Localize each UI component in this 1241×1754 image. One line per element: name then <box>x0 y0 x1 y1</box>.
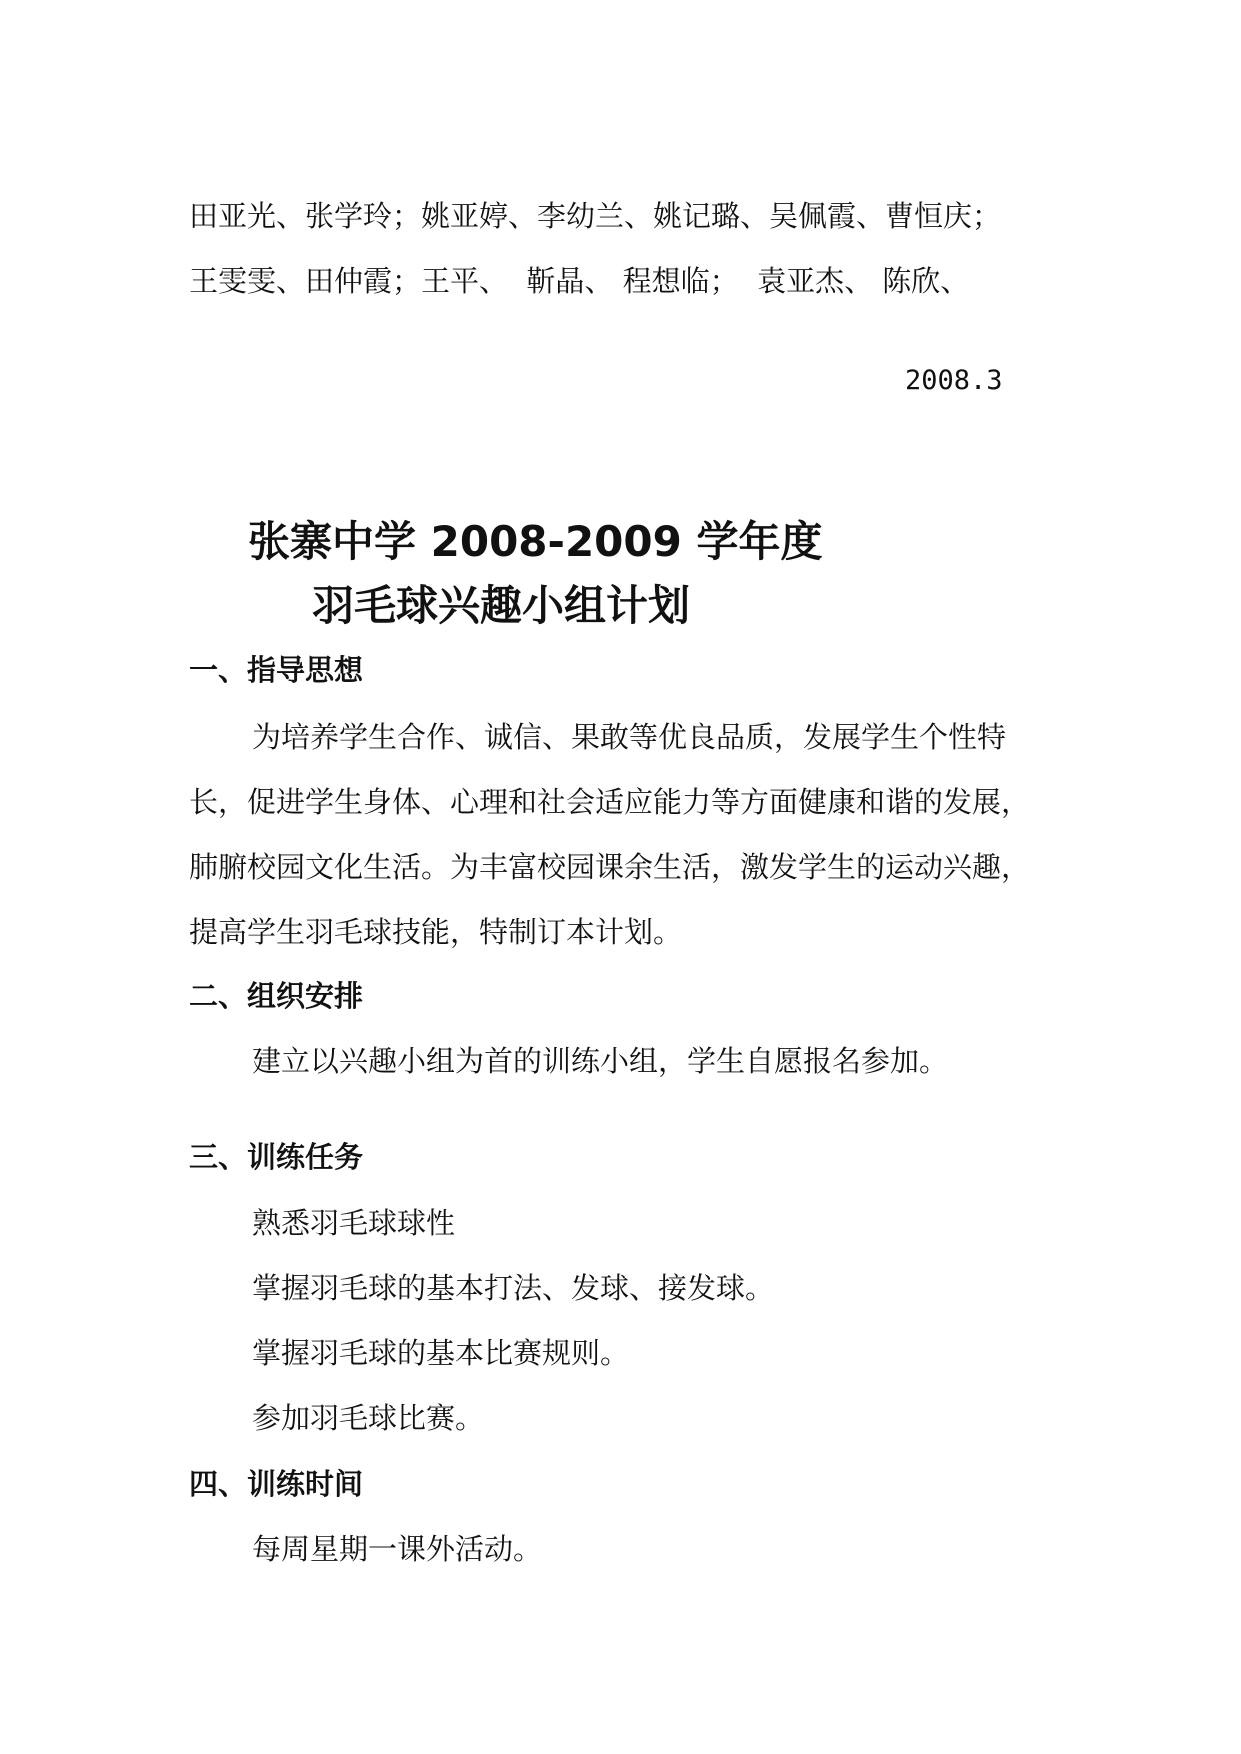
list-item: 掌握羽毛球的基本比赛规则。 <box>252 1336 630 1370</box>
names-line-2: 王雯雯、田仲霞；王平、 靳晶、 程想临； 袁亚杰、 陈欣、 <box>189 264 970 298</box>
section-heading-guiding-thought: 一、指导思想 <box>189 653 364 687</box>
paragraph-line: 建立以兴趣小组为首的训练小组，学生自愿报名参加。 <box>252 1044 949 1078</box>
section-heading-training-tasks: 三、训练任务 <box>189 1140 364 1174</box>
paragraph-line: 为培养学生合作、诚信、果敢等优良品质，发展学生个性特 <box>252 720 1007 754</box>
section-heading-organization: 二、组织安排 <box>189 979 364 1013</box>
paragraph-line: 每周星期一课外活动。 <box>252 1532 543 1566</box>
names-line-1: 田亚光、张学玲；姚亚婷、李幼兰、姚记璐、吴佩霞、曹恒庆； <box>189 199 1002 233</box>
date-label: 2008.3 <box>905 365 1003 396</box>
paragraph-line: 提高学生羽毛球技能，特制订本计划。 <box>189 915 683 949</box>
list-item: 参加羽毛球比赛。 <box>252 1401 485 1435</box>
document-title: 张寨中学 2008-2009 学年度 <box>248 517 823 566</box>
section-heading-training-time: 四、训练时间 <box>189 1467 364 1501</box>
paragraph-line: 长，促进学生身体、心理和社会适应能力等方面健康和谐的发展， <box>189 785 1031 819</box>
list-item: 掌握羽毛球的基本打法、发球、接发球。 <box>252 1271 775 1305</box>
list-item: 熟悉羽毛球球性 <box>252 1206 456 1240</box>
paragraph-line: 肺腑校园文化生活。为丰富校园课余生活，激发学生的运动兴趣， <box>189 850 1031 884</box>
document-subtitle: 羽毛球兴趣小组计划 <box>312 581 691 630</box>
